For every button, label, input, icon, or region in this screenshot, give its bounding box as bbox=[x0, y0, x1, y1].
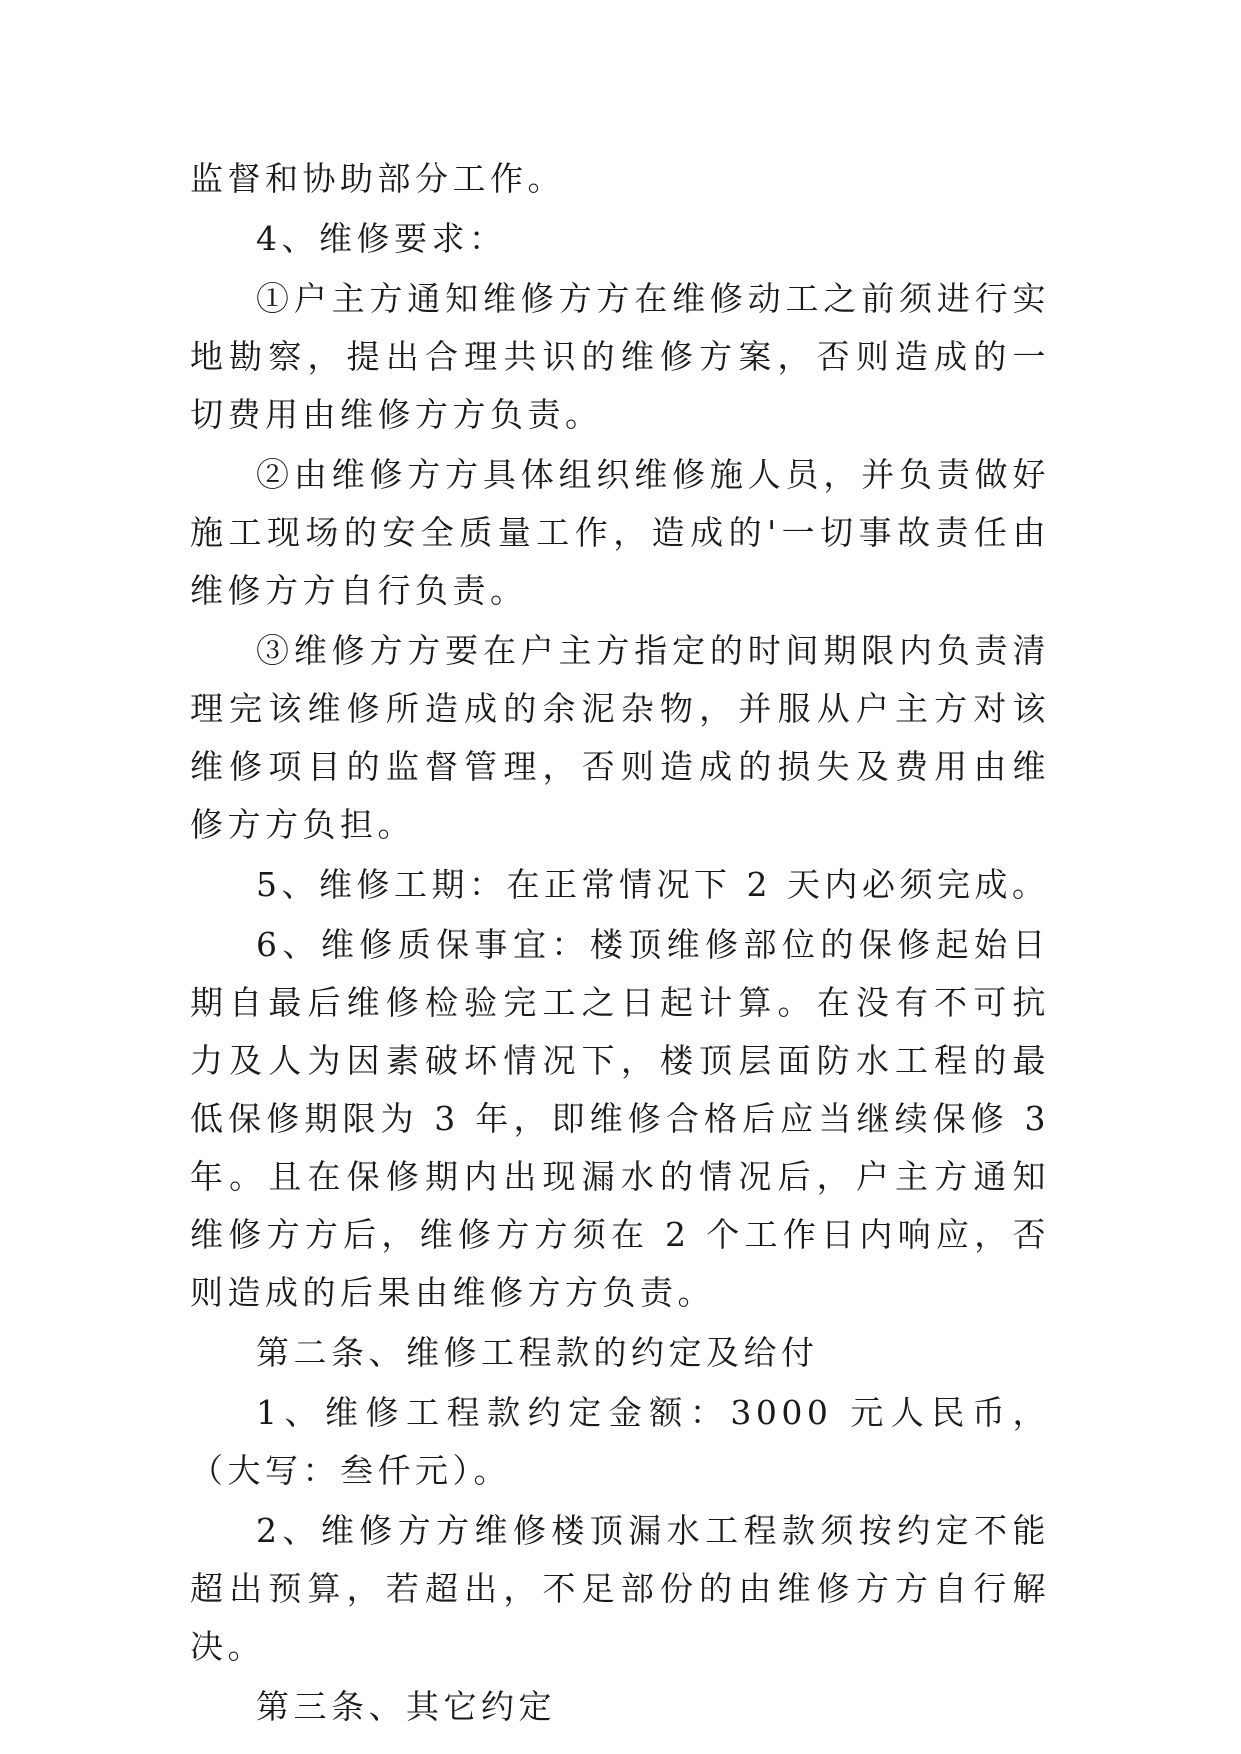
section-heading-article-3: 第三条、其它约定 bbox=[256, 1687, 556, 1726]
paragraph-requirement-1: ①户主方通知维修方方在维修动工之前须进行实地勘察，提出合理共识的维修方案，否则造成的一切费用由维修方方负责。 bbox=[190, 279, 1050, 434]
paragraph-repair-requirements-heading: 4、维修要求： bbox=[256, 219, 507, 258]
document-body bbox=[190, 150, 1050, 1736]
paragraph-payment-amount: 1、维修工程款约定金额：3000 元人民币，（大写：叁仟元）。 bbox=[190, 1393, 1050, 1490]
paragraph-warranty: 6、维修质保事宜：楼顶维修部位的保修起始日期自最后维修检验完工之日起计算。在没有不可抗力及人为因素破坏情况下，楼顶层面防水工程的最低保修期限为 3 年，即维修合格后应当继续保修 3 年。且在保修期内出现漏水的情况后，户主方通知维修方方后，维修方方须在 2 个工作日内响应，否则造成的后果由维修方方负责。 bbox=[190, 925, 1050, 1312]
paragraph-requirement-3: ③维修方方要在户主方指定的时间期限内负责清理完该维修所造成的余泥杂物，并服从户主方对该维修项目的监督管理，否则造成的损失及费用由维修方方负担。 bbox=[190, 631, 1050, 844]
section-heading-article-2: 第二条、维修工程款的约定及给付 bbox=[256, 1333, 819, 1372]
paragraph-requirement-2: ②由维修方方具体组织维修施人员，并负责做好施工现场的安全质量工作，造成的'一切事故责任由维修方方自行负责。 bbox=[190, 455, 1050, 610]
paragraph-repair-period: 5、维修工期：在正常情况下 2 天内必须完成。 bbox=[256, 865, 1050, 904]
paragraph-budget-limit: 2、维修方方维修楼顶漏水工程款须按约定不能超出预算，若超出，不足部份的由维修方方自行解决。 bbox=[190, 1511, 1050, 1666]
paragraph-supervision: 监督和协助部分工作。 bbox=[190, 159, 565, 198]
